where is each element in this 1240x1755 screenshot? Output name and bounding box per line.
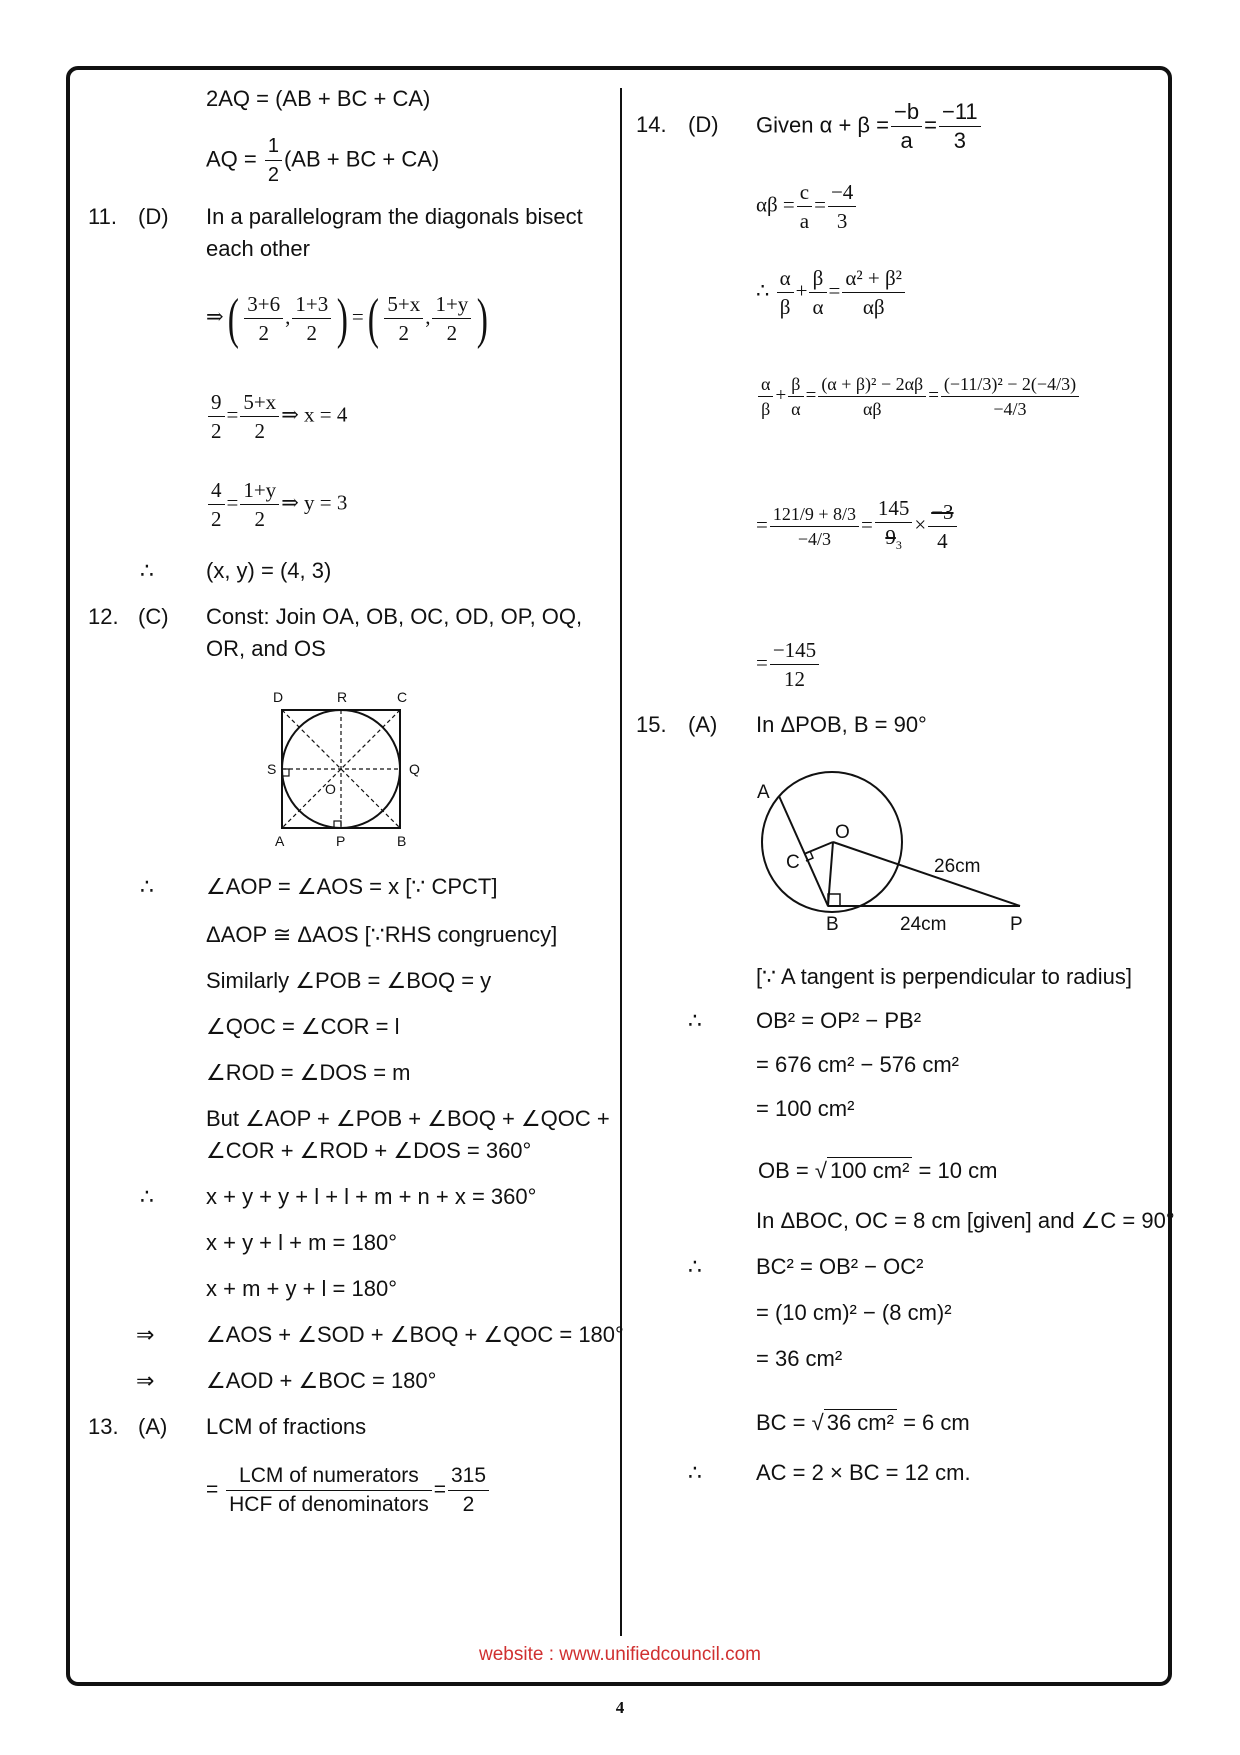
q13-text: LCM of fractions bbox=[206, 1414, 367, 1439]
q13-number: 13. bbox=[88, 1414, 119, 1439]
q12-sym-7: ∴ bbox=[140, 1184, 154, 1209]
q12-text-2: OR, and OS bbox=[206, 636, 326, 661]
q15-text: In ΔPOB, B = 90° bbox=[756, 712, 927, 737]
column-divider bbox=[620, 88, 622, 1636]
q12-line-11: ∠AOD + ∠BOC = 180° bbox=[206, 1368, 437, 1393]
q14-eq-6: = $\frac{-145}{12}$ bbox=[756, 636, 821, 693]
q15-sym-1: ∴ bbox=[688, 1008, 702, 1033]
q14-number: 14. bbox=[636, 112, 667, 137]
q15-line-2: = 676 cm² − 576 cm² bbox=[756, 1052, 959, 1077]
fig12-label-b: B bbox=[397, 833, 407, 849]
q14-eq-3: ∴ $\frac{\alpha}{\beta}$ + $\frac{\beta}{\alpha}$ = $\frac{\text{α² + β²}}{\alpha\beta}$ bbox=[756, 264, 907, 321]
line-aq: AQ = $\frac{1}{2}$ (AB + BC + CA) bbox=[206, 132, 439, 189]
q15-answer: (A) bbox=[688, 712, 718, 737]
q11-equation-1: ⇒( $\frac{3+6}{2}$ , $\frac{1+3}{2}$ ) =( $\frac{5+x}{2}$ , $\frac{1+y}{2}$ ) bbox=[206, 287, 489, 350]
q12-line-8: x + y + l + m = 180° bbox=[206, 1230, 398, 1255]
q15-line2-2: = (10 cm)² − (8 cm)² bbox=[756, 1300, 952, 1325]
q15-line2-3: = 36 cm² bbox=[756, 1346, 843, 1371]
q12-number: 12. bbox=[88, 604, 119, 629]
q11-text-2: each other bbox=[206, 236, 310, 261]
q11-text-1: In a parallelogram the diagonals bisect bbox=[206, 204, 583, 229]
q14-answer: (D) bbox=[688, 112, 719, 137]
fig12-label-q: Q bbox=[409, 761, 420, 777]
q12-line-3: ∠QOC = ∠COR = l bbox=[206, 1014, 400, 1039]
q12-text-1: Const: Join OA, OB, OC, OD, OP, OQ, bbox=[206, 604, 583, 629]
q12-line-5: But ∠AOP + ∠POB + ∠BOQ + ∠QOC + bbox=[206, 1106, 610, 1131]
q12-line-1: ΔAOP ≅ ΔAOS [∵RHS congruency] bbox=[206, 922, 558, 947]
q11-answer: (D) bbox=[138, 204, 169, 229]
q12-line-0: ∠AOP = ∠AOS = x [∵ CPCT] bbox=[206, 874, 498, 899]
q12-sym-0: ∴ bbox=[140, 874, 154, 899]
q14-eq-4: $\frac{\alpha}{\beta}$ + $\frac{\beta}{\alpha}$ = $\frac{\text{(α + β)² − 2αβ}}{\alpha\beta}$ = $\frac{\text{(−11/3)² − 2(−4/3)}}{-4/3}$ bbox=[756, 372, 1081, 421]
q15-line2-0: In ΔBOC, OC = 8 cm [given] and ∠C = 90° bbox=[756, 1208, 1175, 1233]
q15-line-1: OB² = OP² − PB² bbox=[756, 1008, 922, 1033]
q11-equation-2: $\frac{9}{2}$ = $\frac{5+x}{2}$ ⇒ x = 4 bbox=[206, 388, 347, 445]
q15-line-3: = 100 cm² bbox=[756, 1096, 855, 1121]
q14-eq-1: Given α + β = $\frac{-b}{a}$ = $\frac{-11}{3}$ bbox=[756, 98, 983, 155]
fig12-label-a: A bbox=[275, 833, 285, 849]
fig12-label-d: D bbox=[273, 689, 284, 705]
fig15-label-bp: 24cm bbox=[900, 914, 947, 935]
fig12-label-p: P bbox=[336, 833, 346, 849]
q12-line-7: x + y + y + l + l + m + n + x = 360° bbox=[206, 1184, 537, 1209]
q15-final: AC = 2 × BC = 12 cm. bbox=[756, 1460, 971, 1485]
q11-number: 11. bbox=[88, 204, 117, 229]
q15-line-0: [∵ A tangent is perpendicular to radius] bbox=[756, 964, 1133, 989]
q12-line-4: ∠ROD = ∠DOS = m bbox=[206, 1060, 411, 1085]
fig12-label-r: R bbox=[337, 689, 348, 705]
fig15-label-op: 26cm bbox=[934, 856, 981, 877]
footer-website: website : www.unifiedcouncil.com bbox=[479, 1644, 761, 1665]
q12-line-2: Similarly ∠POB = ∠BOQ = y bbox=[206, 968, 492, 993]
q15-line2-1: BC² = OB² − OC² bbox=[756, 1254, 924, 1279]
q12-line-9: x + m + y + l = 180° bbox=[206, 1276, 398, 1301]
figure-circle-tangent bbox=[740, 760, 1030, 940]
q15-sqrt-ob: OB = √ 100 cm² = 10 cm bbox=[758, 1158, 998, 1183]
q14-eq-2: αβ = $\frac{c}{a}$ = $\frac{-4}{3}$ bbox=[756, 178, 858, 235]
fig15-label-b: B bbox=[826, 914, 839, 935]
q12-sym-10: ⇒ bbox=[136, 1322, 155, 1347]
q12-answer: (C) bbox=[138, 604, 169, 629]
q15-number: 15. bbox=[636, 712, 667, 737]
q11-therefore: ∴ bbox=[140, 558, 154, 583]
fig15-label-p: P bbox=[1010, 914, 1023, 935]
q14-eq-5: = $\frac{121/9 + 8/3}{-4/3}$ = $\frac{145}{9_3}$ × $\frac{-3}{4}$ bbox=[756, 494, 959, 559]
fig15-label-c: C bbox=[786, 852, 800, 873]
page-number: 4 bbox=[615, 1698, 625, 1717]
line-2aq: 2AQ = (AB + BC + CA) bbox=[206, 86, 431, 111]
fig12-label-o: O bbox=[325, 781, 336, 797]
q15-sym2-1: ∴ bbox=[688, 1254, 702, 1279]
q11-equation-3: $\frac{4}{2}$ = $\frac{1+y}{2}$ ⇒ y = 3 bbox=[206, 476, 347, 533]
fig15-label-a: A bbox=[757, 782, 770, 803]
q12-line-10: ∠AOS + ∠SOD + ∠BOQ + ∠QOC = 180° bbox=[206, 1322, 624, 1347]
fig12-label-c: C bbox=[397, 689, 408, 705]
q11-result: (x, y) = (4, 3) bbox=[206, 558, 332, 583]
q15-sqrt-bc: BC = √ 36 cm² = 6 cm bbox=[756, 1410, 970, 1435]
q13-equation: = $\frac{\text{LCM of numerators}}{\text{HCF of denominators}}$ = $\frac{315}{2}$ bbox=[206, 1462, 491, 1519]
q12-sym-11: ⇒ bbox=[136, 1368, 155, 1393]
q12-line-6: ∠COR + ∠ROD + ∠DOS = 360° bbox=[206, 1138, 532, 1163]
q15-final-sym: ∴ bbox=[688, 1460, 702, 1485]
fig12-label-s: S bbox=[267, 761, 277, 777]
q13-answer: (A) bbox=[138, 1414, 168, 1439]
fig15-label-o: O bbox=[835, 822, 850, 843]
